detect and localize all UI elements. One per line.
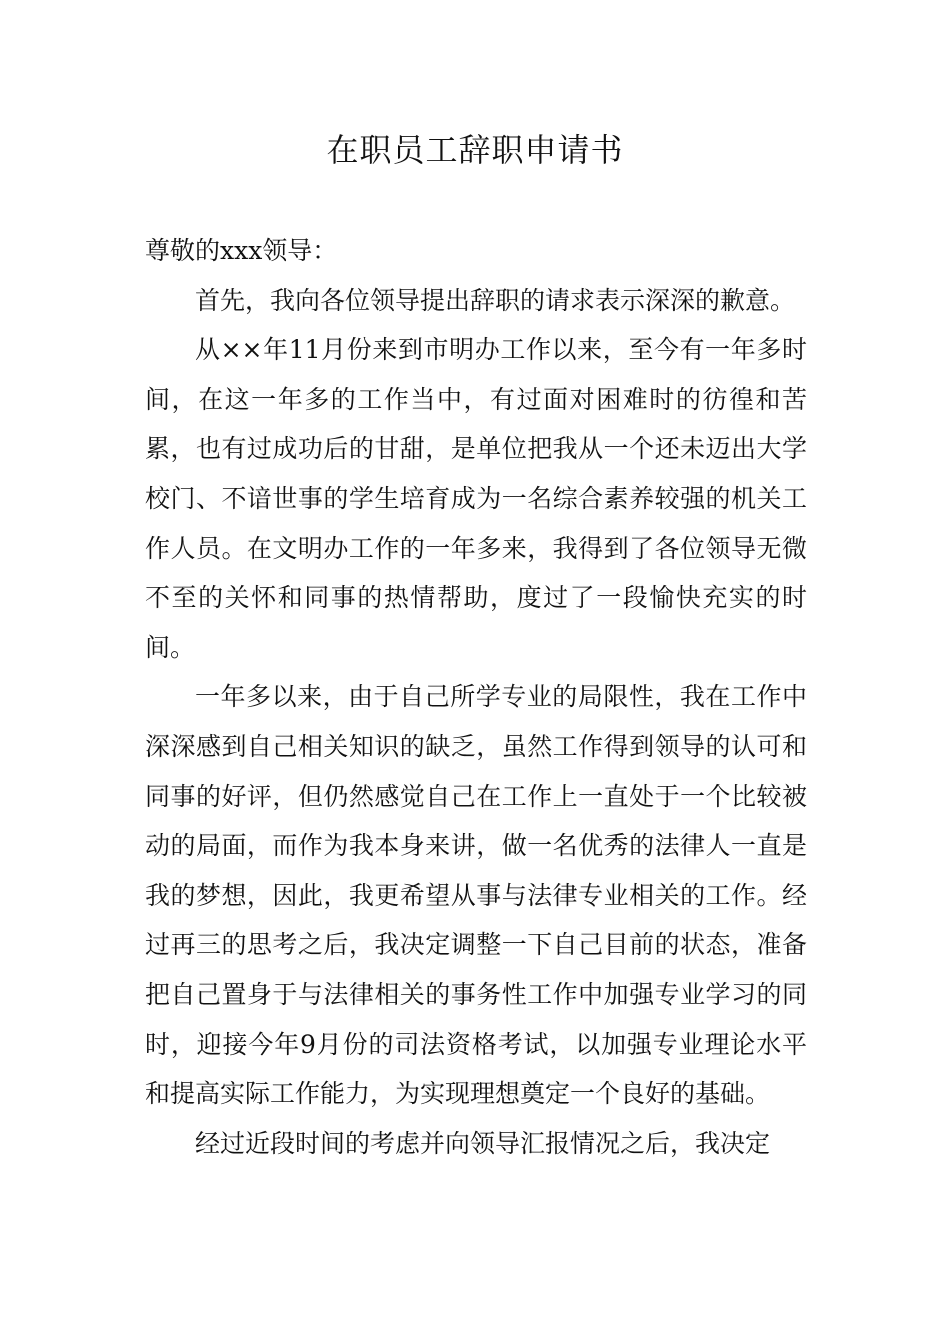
paragraph-work-history: 从××年11月份来到市明办工作以来，至今有一年多时间，在这一年多的工作当中，有过面对困难时的彷徨和苦累，也有过成功后的甘甜，是单位把我从一个还未迈出大学校门、不谙世事的学生培育成为一名综合素养较强的机关工作人员。在文明办工作的一年多来，我得到了各位领导无微不至的关怀和同事的热情帮助，度过了一段愉快充实的时间。 <box>145 335 807 662</box>
paragraph-reason: 一年多以来，由于自己所学专业的局限性，我在工作中深深感到自己相关知识的缺乏，虽然工作得到领导的认可和同事的好评，但仍然感觉自己在工作上一直处于一个比较被动的局面，而作为我本身来讲，做一名优秀的法律人一直是我的梦想，因此，我更希望从事与法律专业相关的工作。经过再三的思考之后，我决定调整一下自己目前的状态，准备把自己置身于与法律相关的事务性工作中加强专业学习的同时，迎接今年9月份的司法资格考试，以加强专业理论水平和提高实际工作能力，为实现理想奠定一个良好的基础。 <box>145 682 807 1109</box>
paragraph-decision: 经过近段时间的考虑并向领导汇报情况之后，我决定 <box>195 1128 771 1158</box>
document-body <box>145 226 807 1168</box>
paragraph-apology: 首先，我向各位领导提出辞职的请求表示深深的歉意。 <box>195 285 796 315</box>
document-title: 在职员工辞职申请书 <box>326 131 624 169</box>
salutation: 尊敬的xxx领导： <box>145 236 338 265</box>
